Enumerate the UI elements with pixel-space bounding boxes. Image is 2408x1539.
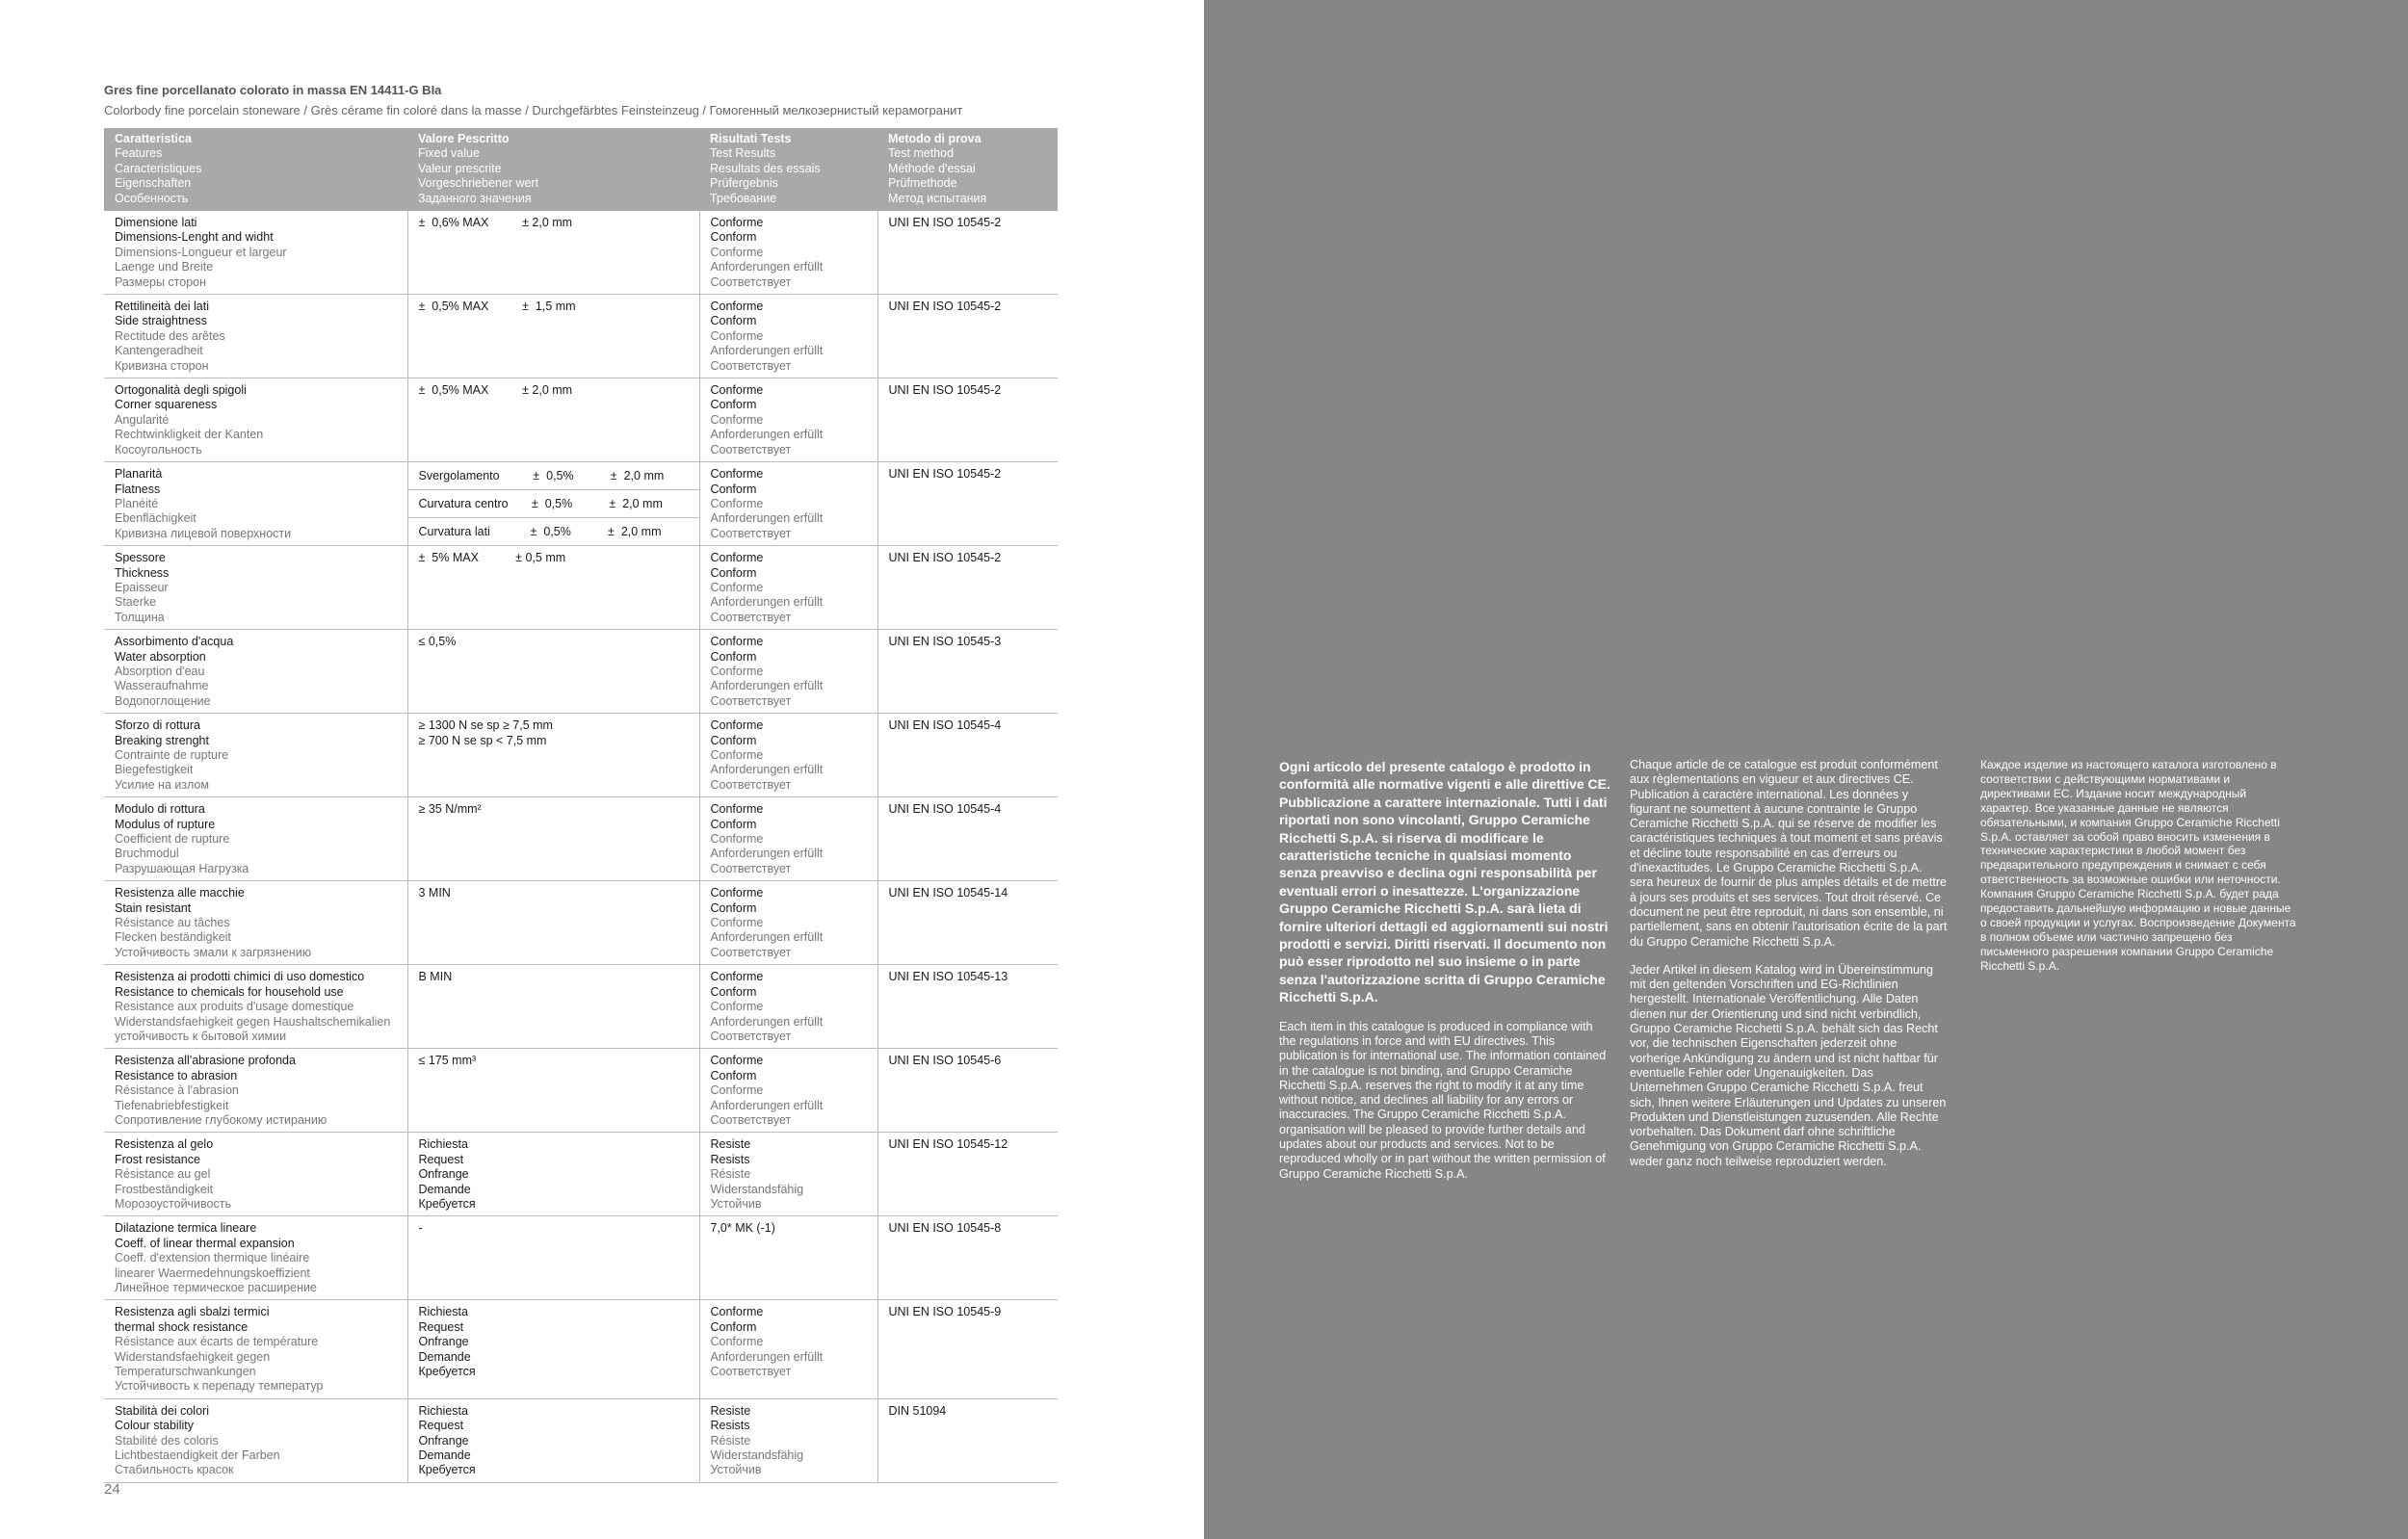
test-result-cell: Conforme Conform Conforme Anforderungen erfüllt Соответствует xyxy=(699,881,877,965)
test-method-cell: UNI EN ISO 10545-2 xyxy=(877,546,1058,630)
notice-french: Chaque article de ce catalogue est produit conformément aux règlementations en vigueur et aux directives CE. Publication à caractère international. Les données y figurant ne soumettent à aucune contrainte le Gruppo Ceramiche Ricchetti S.p.A. qui se réserve de modifier les caractéristiques techniques à tout moment et sans préavis et décline toute responsabilité en cas d'erreurs ou d'inexactitudes. Le Gruppo Ceramiche Ricchetti S.p.A. sera heureux de fournir de plus amples détails et de mettre à jours ses produits et ses services. Tout droit réservé. Ce document ne peut être reproduit, ni dans son ensemble, ni partiellement, sans en obtenir l'autorisation écrite de la part du Gruppo Ceramiche Ricchetti S.p.A. xyxy=(1630,758,1948,949)
feature-cell: Ortogonalità degli spigoli Corner squareness Angularité Rechtwinkligkeit der Kanten Косоугольность xyxy=(104,378,407,462)
feature-cell: Resistenza alle macchie Stain resistant Résistance au tâches Flecken beständigkeit Устойчивость эмали к загрязнению xyxy=(104,881,407,965)
test-result-cell: Conforme Conform Conforme Anforderungen erfüllt Соответствует xyxy=(699,211,877,295)
feature-cell: Modulo di rottura Modulus of rupture Coefficient de rupture Bruchmodul Разрушающая Нагрузка xyxy=(104,797,407,881)
fixed-value-cell: 3 MIN xyxy=(407,881,699,965)
test-method-cell: UNI EN ISO 10545-3 xyxy=(877,630,1058,714)
fixed-value-cell: ≥ 1300 N se sp ≥ 7,5 mm ≥ 700 N se sp < 7,5 mm xyxy=(407,714,699,797)
feature-cell: Resistenza agli sbalzi termici thermal shock resistance Résistance aux écarts de température Widerstandsfaehigkeit gegen Temperaturschwankungen Устойчивость к перепаду температур xyxy=(104,1300,407,1398)
fixed-value-cell: ≤ 0,5% xyxy=(407,630,699,714)
test-method-cell: UNI EN ISO 10545-8 xyxy=(877,1216,1058,1300)
test-method-cell: UNI EN ISO 10545-12 xyxy=(877,1133,1058,1216)
feature-cell: Resistenza al gelo Frost resistance Résistance au gel Frostbeständigkeit Морозоустойчивость xyxy=(104,1133,407,1216)
test-result-cell: Conforme Conform Conforme Anforderungen erfüllt Соответствует xyxy=(699,546,877,630)
fixed-value-cell: ≤ 175 mm³ xyxy=(407,1049,699,1133)
specifications-table xyxy=(104,128,1058,1483)
fixed-value-cell: ± 0,5% MAX ± 1,5 mm xyxy=(407,295,699,378)
feature-cell: Stabilità dei colori Colour stability Stabilité des coloris Lichtbestaendigkeit der Farben Стабильность красок xyxy=(104,1398,407,1482)
table-row xyxy=(104,714,1058,797)
table-row xyxy=(104,1398,1058,1482)
header-test-results: Risultati Tests Test Results Resultats des essais Prüfergebnis Требование xyxy=(699,128,877,211)
fixed-value-cell: ± 0,5% MAX ± 2,0 mm xyxy=(407,378,699,462)
test-method-cell: UNI EN ISO 10545-9 xyxy=(877,1300,1058,1398)
notice-german: Jeder Artikel in diesem Katalog wird in Übereinstimmung mit den geltenden Vorschriften und EG-Richtlinien hergestellt. Internationale Veröffentlichung. Alle Daten dienen nur der Orientierung und sind nicht verbindlich, Gruppo Ceramiche Ricchetti S.p.A. behält sich das Recht vor, die technischen Eigenschaften jederzeit ohne vorherige Ankündigung zu ändern und ist nicht haftbar für eventuelle Fehler oder Ungenauigkeiten. Das Unternehmen Gruppo Ceramiche Ricchetti S.p.A. freut sich, Ihnen weitere Erläuterungen und Updates zu unseren Produkten und Dienstleistungen zuzusenden. Alle Rechte vorbehalten. Das Dokument darf ohne schriftliche Genehmigung von Gruppo Ceramiche Ricchetti S.p.A. weder ganz noch teilweise reproduziert werden. xyxy=(1630,962,1947,1168)
flatness-value-line: Curvatura centro ± 0,5% ± 2,0 mm xyxy=(408,490,699,518)
table-row xyxy=(104,295,1058,378)
fixed-value-cell: - xyxy=(407,1216,699,1300)
test-method-cell: UNI EN ISO 10545-6 xyxy=(877,1049,1058,1133)
flatness-values-cell xyxy=(407,462,699,546)
notice-russian: Каждое изделие из настоящего каталога изготовлено в соответствии с действующими нормативами и директивами ЕС. Издание носит международный характер. Все указанные данные не являются обязательными, и компания Gruppo Ceramiche Ricchetti S.p.A. оставляет за собой право вносить изменения в технические характеристики в любой момент без предварительного предупреждения и снимает с себя ответственность за возможные ошибки или неточности. Компания Gruppo Ceramiche Ricchetti S.p.A. будет рада предоставить дальнейшую информацию и новые данные о своей продукции и услугах. Воспроизведение Документа в полном объеме или частично запрещено без письменного разрешения компании Gruppo Ceramiche Ricchetti S.p.A. xyxy=(1980,758,2296,973)
test-result-cell: Conforme Conform Conforme Anforderungen erfüllt Соответствует xyxy=(699,965,877,1049)
fixed-value-cell: ± 0,6% MAX ± 2,0 mm xyxy=(407,211,699,295)
fixed-value-cell: B MIN xyxy=(407,965,699,1049)
feature-cell: Planarità Flatness Planéité Ebenflächigkeit Кривизна лицевой поверхности xyxy=(104,462,407,546)
test-result-cell: Resiste Resists Résiste Widerstandsfähig Устойчив xyxy=(699,1398,877,1482)
table-row xyxy=(104,797,1058,881)
fixed-value-cell: Richiesta Request Onfrange Demande Кребуется xyxy=(407,1133,699,1216)
fixed-value-cell: ± 5% MAX ± 0,5 mm xyxy=(407,546,699,630)
test-result-cell: Conforme Conform Conforme Anforderungen erfüllt Соответствует xyxy=(699,295,877,378)
feature-cell: Dilatazione termica lineare Coeff. of linear thermal expansion Coeff. d'extension thermique linéaire linearer Waermedehnungskoeffizient Линейное термическое расширение xyxy=(104,1216,407,1300)
feature-cell: Sforzo di rottura Breaking strenght Contrainte de rupture Biegefestigkeit Усилие на излом xyxy=(104,714,407,797)
test-method-cell: UNI EN ISO 10545-2 xyxy=(877,378,1058,462)
notice-column-ru xyxy=(1980,758,2298,987)
fixed-value-cell: Richiesta Request Onfrange Demande Кребуется xyxy=(407,1300,699,1398)
feature-cell: Resistenza all'abrasione profonda Resistance to abrasion Résistance à l'abrasion Tiefenabriebfestigkeit Сопротивление глубокому истиранию xyxy=(104,1049,407,1133)
test-result-cell: Conforme Conform Conforme Anforderungen erfüllt Соответствует xyxy=(699,462,877,546)
feature-cell: Spessore Thickness Epaisseur Staerke Толщина xyxy=(104,546,407,630)
flatness-value-line: Curvatura lati ± 0,5% ± 2,0 mm xyxy=(418,525,662,539)
notice-column-it-en xyxy=(1279,758,1611,1195)
test-result-cell: Conforme Conform Conforme Anforderungen erfüllt Соответствует xyxy=(699,630,877,714)
flatness-value-line: Svergolamento ± 0,5% ± 2,0 mm xyxy=(408,462,699,490)
table-row xyxy=(104,881,1058,965)
table-row xyxy=(104,1216,1058,1300)
fixed-value-cell: ≥ 35 N/mm² xyxy=(407,797,699,881)
test-method-cell: UNI EN ISO 10545-2 xyxy=(877,295,1058,378)
test-method-cell: DIN 51094 xyxy=(877,1398,1058,1482)
table-row xyxy=(104,211,1058,295)
test-method-cell: UNI EN ISO 10545-13 xyxy=(877,965,1058,1049)
test-result-cell: Conforme Conform Conforme Anforderungen erfüllt Соответствует xyxy=(699,714,877,797)
test-result-cell: Conforme Conform Conforme Anforderungen erfüllt Соответствует xyxy=(699,1300,877,1398)
table-header-row xyxy=(104,128,1058,211)
feature-cell: Assorbimento d'acqua Water absorption Absorption d'eau Wasseraufnahme Водопоглощение xyxy=(104,630,407,714)
table-row xyxy=(104,965,1058,1049)
notice-column-fr-de xyxy=(1630,758,1948,1183)
test-method-cell: UNI EN ISO 10545-4 xyxy=(877,714,1058,797)
test-result-cell: 7,0* MK (-1) xyxy=(699,1216,877,1300)
test-result-cell: Conforme Conform Conforme Anforderungen erfüllt Соответствует xyxy=(699,378,877,462)
test-method-cell: UNI EN ISO 10545-4 xyxy=(877,797,1058,881)
table-row xyxy=(104,546,1058,630)
test-method-cell: UNI EN ISO 10545-2 xyxy=(877,462,1058,546)
test-result-cell: Conforme Conform Conforme Anforderungen erfüllt Соответствует xyxy=(699,797,877,881)
feature-cell: Dimensione lati Dimensions-Lenght and widht Dimensions-Longueur et largeur Laenge und Breite Размеры сторон xyxy=(104,211,407,295)
header-feature: Caratteristica Features Caracteristiques Eigenschaften Особенность xyxy=(104,128,407,211)
table-row xyxy=(104,630,1058,714)
feature-cell: Rettilineità dei lati Side straightness Rectitude des arêtes Kantengeradheit Кривизна сторон xyxy=(104,295,407,378)
feature-cell: Resistenza ai prodotti chimici di uso domestico Resistance to chemicals for household use Resistance aux produits d'usage domestique Widerstandsfaehigkeit gegen Haushaltschemikalien устойчивость к бытовой химии xyxy=(104,965,407,1049)
table-row xyxy=(104,1133,1058,1216)
header-test-method: Metodo di prova Test method Méthode d'essai Prüfmethode Метод испытания xyxy=(877,128,1058,211)
notice-italian: Ogni articolo del presente catalogo è prodotto in conformità alle normative vigenti e alle direttive CE. Pubblicazione a carattere internazionale. Tutti i dati riportati non sono vincolanti, Gruppo Ceramiche Ricchetti S.p.A. si riserva di modificare le caratteristiche tecniche in qualsiasi momento senza preavviso e declina ogni responsabilità per eventuali errori o inesattezze. L'organizzazione Gruppo Ceramiche Ricchetti S.p.A. sarà lieta di fornire ulteriori dettagli ed aggiornamenti sui nostri prodotti e servizi. Diritti riservati. Il documento non può esser riprodotto nel suo insieme o in parte senza l'autorizzazione scritta di Gruppo Ceramiche Ricchetti S.p.A. xyxy=(1279,759,1610,1005)
fixed-value-cell: Richiesta Request Onfrange Demande Кребуется xyxy=(407,1398,699,1482)
document-subtitle: Colorbody fine porcelain stoneware / Grès cérame fin coloré dans la masse / Durchgefärbtes Feinsteinzeug / Гомогенный мелкозернистый керамогранит xyxy=(104,103,963,117)
notice-english: Each item in this catalogue is produced in compliance with the regulations in force and with EU directives. This publication is for international use. The information contained in the catalogue is not binding, and Gruppo Ceramiche Ricchetti S.p.A. reserves the right to modify it at any time without notice, and declines all liability for any errors or inaccuracies. The Gruppo Ceramiche Ricchetti S.p.A. organisation will be pleased to provide further details and updates about our products and services. Not to be reproduced wholly or in part without the written permission of Gruppo Ceramiche Ricchetti S.p.A. xyxy=(1279,1019,1607,1181)
page-number: 24 xyxy=(104,1481,120,1498)
table-row xyxy=(104,1300,1058,1398)
table-row xyxy=(104,378,1058,462)
test-result-cell: Resiste Resists Résiste Widerstandsfähig Устойчив xyxy=(699,1133,877,1216)
test-method-cell: UNI EN ISO 10545-14 xyxy=(877,881,1058,965)
table-row xyxy=(104,1049,1058,1133)
test-result-cell: Conforme Conform Conforme Anforderungen erfüllt Соответствует xyxy=(699,1049,877,1133)
test-method-cell: UNI EN ISO 10545-2 xyxy=(877,211,1058,295)
table-row xyxy=(104,462,1058,546)
header-fixed-value: Valore Pescritto Fixed value Valeur prescrite Vorgeschriebener wert Заданного значения xyxy=(407,128,699,211)
document-title: Gres fine porcellanato colorato in massa EN 14411-G BIa xyxy=(104,83,442,97)
